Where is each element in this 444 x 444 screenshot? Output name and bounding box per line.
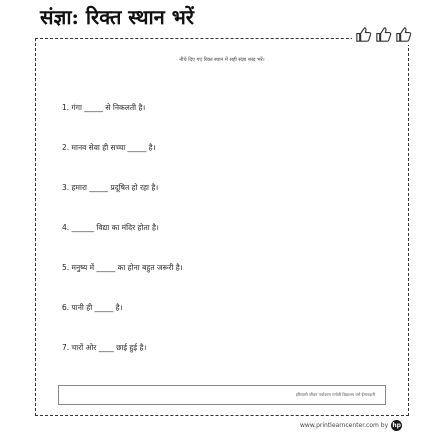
instruction-text: नीचे दिए गए रिक्त स्थान में सही संज्ञा शब्द भरें।	[179, 57, 265, 63]
thumbs-decoration	[352, 25, 416, 45]
hp-logo-icon: hp	[392, 421, 401, 429]
question-7: 7. चारों ओर ____ छाई हुई है।	[62, 343, 147, 352]
question-6: 6. पानी ही _____ है।	[62, 303, 123, 312]
footer	[300, 418, 402, 432]
question-1: 1. गंगा _____ से निकलती है।	[62, 103, 146, 112]
thumbs-up-icon	[354, 25, 373, 44]
question-2: 2. मानव सेवा ही सच्चा _____ है।	[62, 143, 156, 152]
footer-site-text[interactable]: www.printlearncenter.com by	[300, 421, 389, 429]
question-4: 4. ______ विद्या का मंदिर होता है।	[62, 223, 159, 232]
thumbs-up-icon	[394, 25, 413, 44]
word-bank-text: हरियाली जीवन पर्यावरण गंगोत्री विद्यालय धर्म ईमानदारी	[295, 392, 375, 397]
question-3: 3. हमारा _____ प्रदूषित हो रहा है।	[62, 183, 159, 192]
worksheet-title: संज्ञा: रिक्त स्थान भरें	[40, 5, 194, 29]
question-5: 5. मनुष्य में _____ का होना बहुत जरूरी है।	[62, 263, 183, 272]
word-bank-box	[58, 385, 386, 405]
thumbs-up-icon	[374, 25, 393, 44]
